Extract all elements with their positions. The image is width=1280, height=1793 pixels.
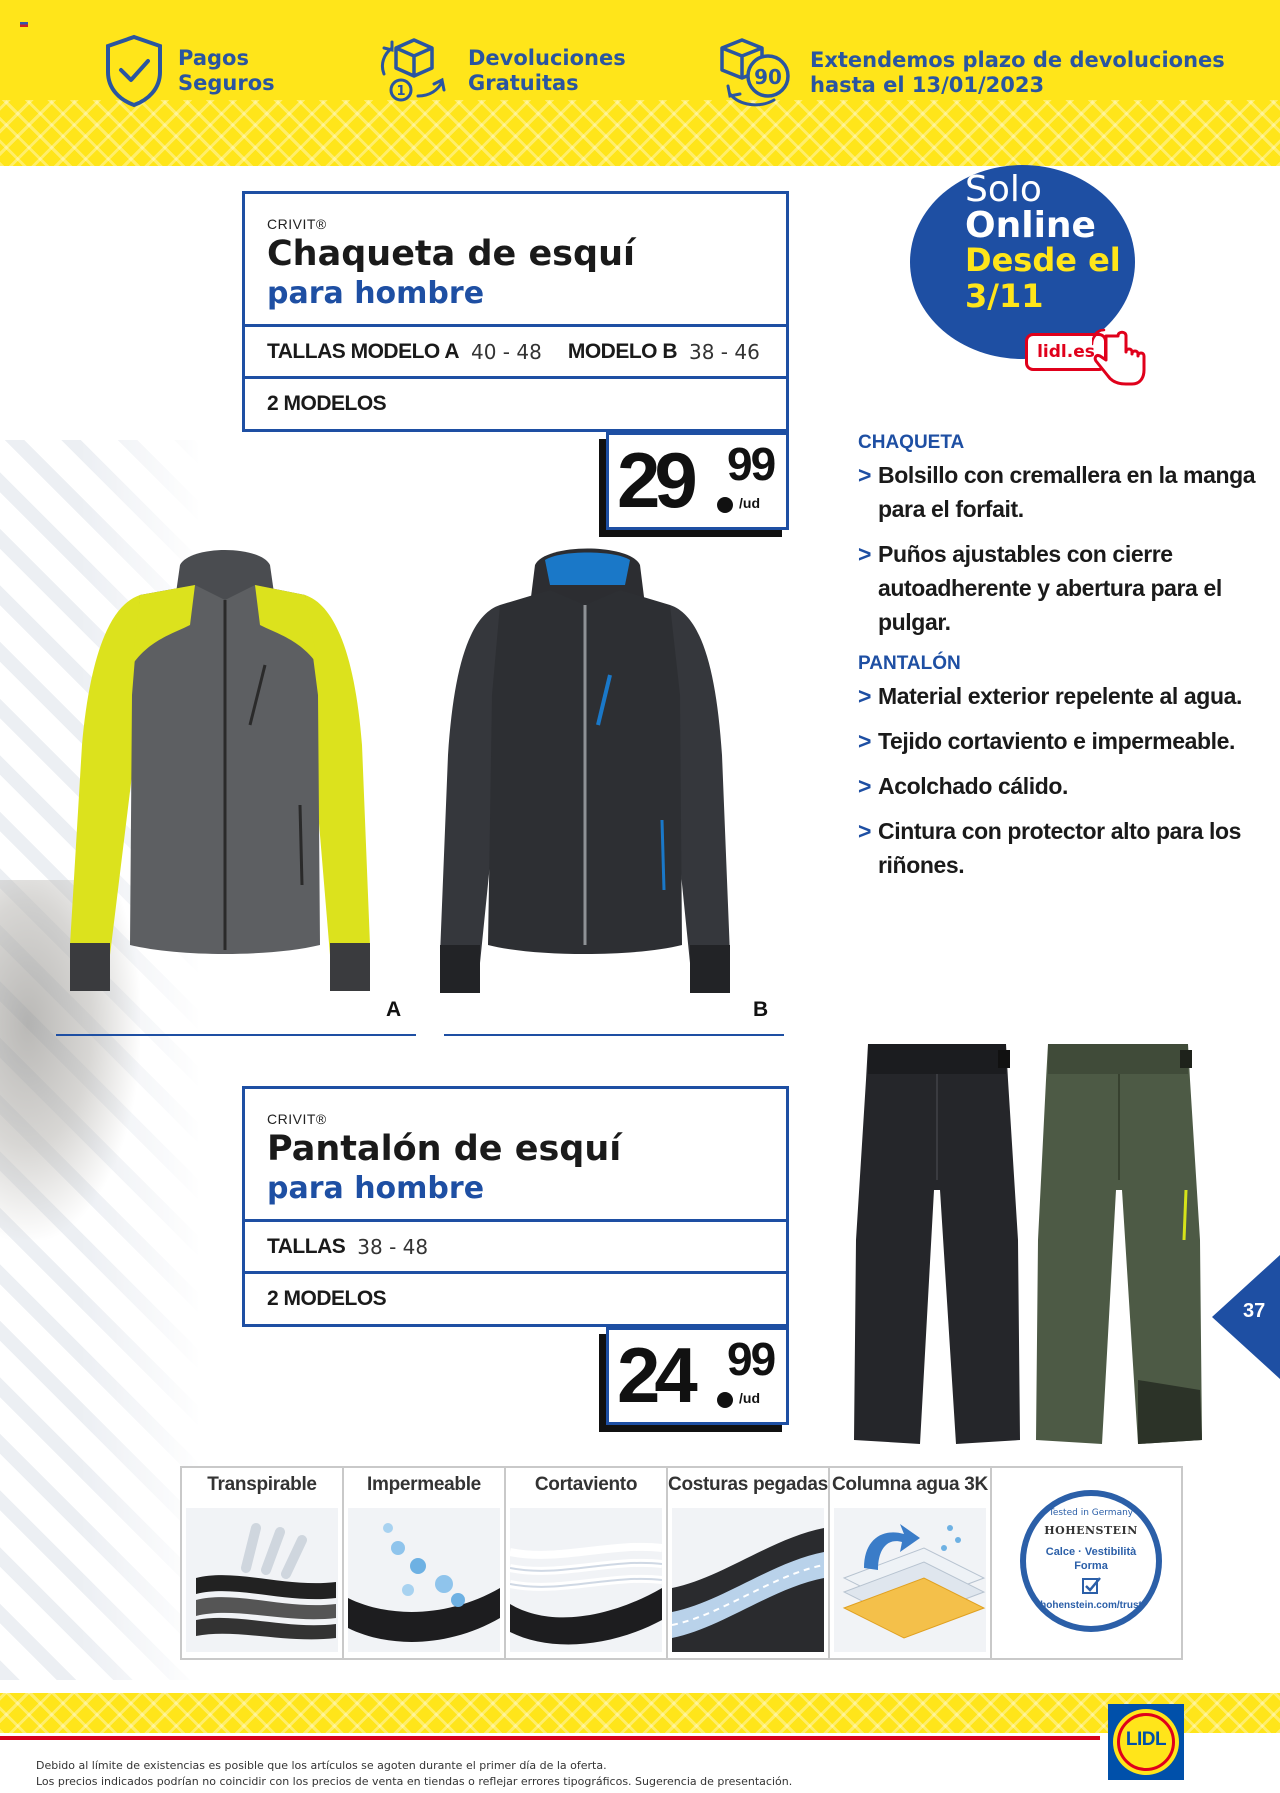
strip-cell-water-column — [830, 1468, 990, 1658]
feature-text: Acolchado cálido. — [878, 773, 1069, 799]
free-returns-line2: Gratuitas — [468, 71, 579, 95]
jacket-sizes-value-b: 38 - 46 — [689, 339, 760, 364]
feature-item — [858, 814, 1258, 882]
feature-text: Cintura con protector alto para los riñones. — [878, 818, 1241, 878]
strip-cell-waterproof — [344, 1468, 504, 1658]
bullet-icon: > — [858, 728, 872, 754]
strip-caption: Columna agua 3K — [832, 1474, 988, 1495]
pants-brand: CRIVIT® — [267, 1111, 327, 1127]
divider-b — [444, 1034, 784, 1036]
pants-sizes-value: 38 - 48 — [357, 1234, 429, 1259]
box-90-days-icon — [716, 34, 796, 112]
secure-payments — [104, 34, 275, 108]
hohenstein-tested: Tested in Germany — [1048, 1508, 1134, 1518]
strip-separator — [990, 1468, 992, 1658]
pants-green-image — [1028, 1040, 1208, 1450]
secure-payments-line1: Pagos — [178, 46, 249, 70]
jacket-sizes-row — [245, 327, 786, 379]
pants-price-tag — [606, 1327, 789, 1425]
hohenstein-url[interactable]: hohenstein.com/trust — [1040, 1600, 1142, 1611]
jacket-models: 2 MODELOS — [267, 392, 387, 415]
disclaimer-line2: Los precios indicados podrían no coincidir con los precios de venta en tiendas o reflejar errores tipográficos. Sugerencia de presentación. — [36, 1775, 793, 1788]
jacket-price-main: 29 — [617, 436, 692, 524]
strip-caption: Costuras pegadas — [668, 1474, 828, 1495]
jacket-sizes-value-a: 40 - 48 — [470, 339, 542, 364]
pants-features-heading: PANTALÓN — [858, 653, 961, 674]
model-b-label: B — [753, 998, 769, 1021]
bullet-icon: > — [858, 541, 872, 567]
online-badge-line2: Online — [965, 205, 1096, 246]
feature-text: Material exterior repelente al agua. — [878, 683, 1242, 709]
return-days-text: 90 — [754, 65, 782, 89]
feature-item — [858, 724, 1258, 758]
checkbox-icon — [1082, 1576, 1102, 1594]
jacket-subtitle: para hombre — [267, 276, 485, 311]
sealed-seams-icon — [672, 1508, 824, 1652]
feature-item — [858, 679, 1258, 713]
free-returns-line1: Devoluciones — [468, 46, 626, 70]
pants-models: 2 MODELOS — [267, 1287, 387, 1310]
hohenstein-line1: Calce · Vestibilità — [1045, 1546, 1137, 1558]
jacket-price-cents: 99 — [727, 438, 775, 490]
disclaimer — [36, 1758, 792, 1790]
bottom-band — [0, 1693, 1280, 1733]
online-badge-line4: 3/11 — [965, 277, 1044, 315]
bullet-icon: > — [858, 683, 872, 709]
feature-text: Bolsillo con cremallera en la manga para el forfait. — [878, 462, 1256, 522]
top-banner — [0, 0, 1280, 166]
bottom-red-line — [0, 1736, 1100, 1740]
pants-price-unit: /ud — [739, 1390, 760, 1406]
extended-returns-line1: Extendemos plazo de devoluciones — [810, 48, 1225, 72]
strip-cell-windproof — [506, 1468, 666, 1658]
jacket-brand: CRIVIT® — [267, 216, 327, 232]
strip-caption: Impermeable — [367, 1474, 481, 1495]
jacket-title: Chaqueta de esquí — [267, 234, 635, 274]
online-badge-line1: Solo — [965, 169, 1042, 210]
jacket-models-row — [245, 379, 786, 429]
pants-sizes-row — [245, 1222, 786, 1274]
hohenstein-certificate — [1020, 1490, 1162, 1632]
box-returns-icon — [376, 34, 454, 108]
pants-models-row — [245, 1274, 786, 1324]
flag-icon — [20, 22, 28, 27]
jacket-a-image — [70, 545, 380, 1025]
extended-returns — [716, 34, 1225, 112]
pants-price-dot — [717, 1392, 733, 1408]
page-number: 37 — [1243, 1300, 1266, 1322]
feature-item — [858, 769, 1258, 803]
pants-info-box — [242, 1086, 789, 1327]
model-a-label: A — [386, 998, 402, 1021]
hohenstein-line2: Forma — [1074, 1560, 1108, 1572]
feature-text: Puños ajustables con cierre autoadherente y abertura para el pulgar. — [878, 541, 1222, 635]
lidl-logo-text: LIDL — [1125, 1729, 1167, 1750]
waterproof-icon — [348, 1508, 500, 1652]
divider-a — [56, 1034, 416, 1036]
strip-cell-sealed-seams — [668, 1468, 828, 1658]
jacket-info-box — [242, 191, 789, 432]
pants-sizes-label: TALLAS — [267, 1234, 346, 1258]
breathable-icon — [186, 1508, 338, 1652]
bullet-icon: > — [858, 462, 872, 488]
jacket-b-image — [440, 545, 730, 1025]
water-column-icon — [834, 1508, 986, 1652]
feature-item — [858, 458, 1258, 526]
jacket-header — [245, 194, 786, 327]
strip-caption: Cortaviento — [534, 1474, 638, 1495]
bullet-icon: > — [858, 773, 872, 799]
pants-subtitle: para hombre — [267, 1171, 485, 1206]
free-returns-step-text: 1 — [396, 84, 406, 99]
online-badge-line3: Desde el — [965, 241, 1121, 279]
feature-item — [858, 537, 1258, 639]
jacket-features-heading: CHAQUETA — [858, 432, 965, 453]
extended-returns-line2: hasta el 13/01/2023 — [810, 73, 1045, 97]
pants-black-image — [848, 1040, 1026, 1450]
jacket-price-unit: /ud — [739, 495, 760, 511]
windproof-icon — [510, 1508, 662, 1652]
free-returns — [376, 34, 626, 108]
strip-caption: Transpirable — [207, 1474, 317, 1495]
secure-payments-line2: Seguros — [178, 71, 275, 95]
pointer-hand-icon — [1092, 328, 1152, 388]
jacket-sizes-label-a: TALLAS MODELO A — [267, 339, 459, 363]
jacket-sizes-label-b: MODELO B — [567, 339, 677, 363]
pants-header — [245, 1089, 786, 1222]
hohenstein-name: HOHENSTEIN — [1044, 1524, 1138, 1537]
disclaimer-line1: Debido al límite de existencias es posible que los artículos se agoten durante el primer día de la oferta. — [36, 1759, 607, 1772]
pants-title: Pantalón de esquí — [267, 1129, 622, 1169]
lidl-logo — [1108, 1704, 1184, 1780]
strip-cell-breathable — [182, 1468, 342, 1658]
bullet-icon: > — [858, 818, 872, 844]
jacket-price-tag — [606, 432, 789, 530]
shield-check-icon — [104, 34, 164, 108]
pants-price-main: 24 — [617, 1331, 692, 1419]
jacket-price-dot — [717, 497, 733, 513]
pants-price-cents: 99 — [727, 1333, 775, 1385]
feature-list — [858, 432, 1258, 893]
lidl-es-link[interactable]: lidl.es — [1025, 333, 1107, 371]
feature-text: Tejido cortaviento e impermeable. — [878, 728, 1236, 754]
